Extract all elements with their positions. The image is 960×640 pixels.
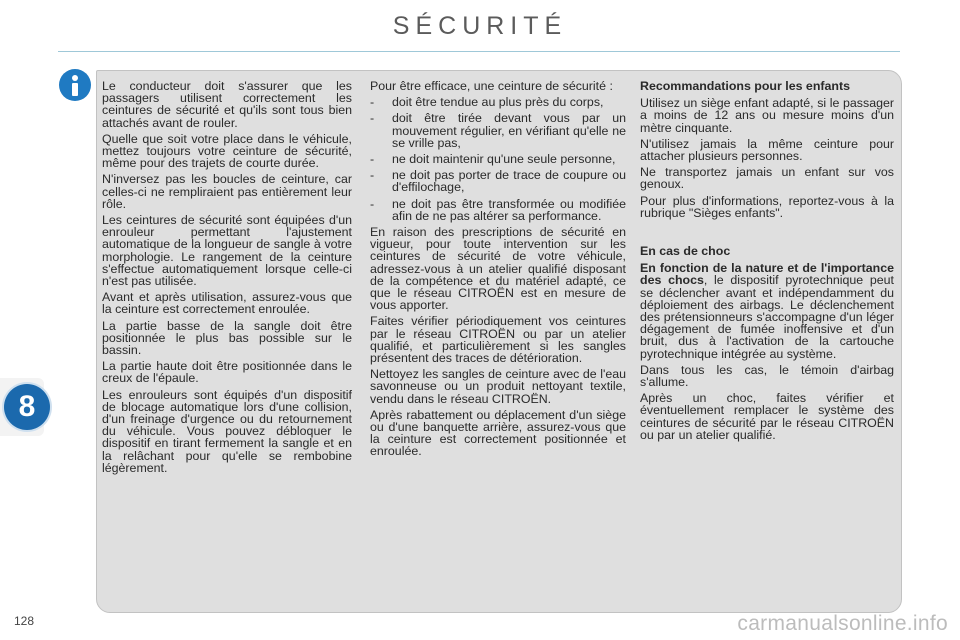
page-number: 128 — [14, 614, 35, 628]
section-heading-children: Recommandations pour les enfants — [640, 79, 850, 93]
paragraph-impact-lead — [640, 262, 894, 360]
paragraph: Les enrouleurs sont équipés d'un dispositif de blocage automatique lors d'une collision, d'un freinage d'urgence ou du retournement du véhicule. Vous pouvez débloquer le dispositif en tirant fermement la sangle et en la relâchant pour qu'elle se rembobine légèrement. — [102, 387, 352, 475]
paragraph: N'inversez pas les boucles de ceinture, car celles-ci ne rempliraient pas entièrement leur rôle. — [102, 172, 352, 211]
dash-marker: - — [370, 196, 375, 211]
paragraph: Après rabattement ou déplacement d'un siège ou d'une banquette arrière, assurez-vous que la ceinture est correctement positionnée et enroulée. — [370, 407, 626, 459]
list-item-text: ne doit maintenir qu'une seule personne, — [392, 152, 616, 167]
paragraph: Après un choc, faites vérifier et éventuellement remplacer le système des ceintures de sécurité par le réseau CITROËN ou par un atelier qualifié. — [640, 391, 894, 442]
section-spacer — [640, 223, 894, 245]
dash-marker: - — [370, 95, 375, 110]
dash-marker: - — [370, 111, 375, 126]
list-item-text: ne doit pas être transformée ou modifiée afin de ne pas altérer sa performance. — [392, 196, 626, 223]
list-item-text: doit être tendue au plus près du corps, — [392, 95, 604, 110]
list-item-text: doit être tirée devant vous par un mouvement régulier, en vérifiant qu'elle ne se vrille pas, — [392, 111, 626, 150]
paragraph: Quelle que soit votre place dans le véhicule, mettez toujours votre ceinture de sécurité, même pour des trajets de courte durée. — [102, 131, 352, 171]
info-icon-stem — [72, 83, 78, 96]
info-icon — [59, 69, 91, 101]
dash-marker: - — [370, 168, 375, 183]
list-item — [370, 112, 626, 149]
paragraph: Avant et après utilisation, assurez-vous que la ceinture est correctement enroulée. — [102, 290, 352, 317]
paragraph: La partie haute doit être positionnée dans le creux de l'épaule. — [102, 359, 352, 386]
paragraph: Pour plus d'informations, reportez-vous à la rubrique "Sièges enfants". — [640, 193, 894, 220]
title-divider — [58, 51, 900, 52]
paragraph: La partie basse de la sangle doit être positionnée le plus bas possible sur le bassin. — [102, 318, 352, 358]
paragraph: Ne transportez jamais un enfant sur vos genoux. — [640, 165, 894, 192]
paragraph: Nettoyez les sangles de ceinture avec de l'eau savonneuse ou un produit nettoyant textile, vendu dans le réseau CITROËN. — [370, 367, 626, 406]
paragraph: Dans tous les cas, le témoin d'airbag s'allume. — [640, 362, 894, 390]
page-title: SÉCURITÉ — [392, 12, 568, 40]
watermark: carmanualsonline.info — [737, 612, 948, 635]
requirements-list — [370, 96, 626, 222]
column-2 — [370, 80, 626, 462]
list-item — [370, 96, 626, 108]
list-item — [370, 198, 626, 222]
column-1 — [102, 80, 352, 478]
paragraph: N'utilisez jamais la même ceinture pour attacher plusieurs personnes. — [640, 136, 894, 164]
paragraph: Les ceintures de sécurité sont équipées d'un enrouleur permettant l'ajustement automatique de la longueur de sangle à votre morphologie. Le rangement de la ceinture s'effectue automatiquement lorsque celle-ci n'est pas utilisée. — [102, 213, 352, 289]
lead-rest: , le dispositif pyrotechnique peut se déclencher avant et indépendamment du déploiement des airbags. Le déclenchement des prétensionneurs s'accompagne d'un léger dégagement de fumée inoffensive et d'un bruit, dus à l'activation de la cartouche pyrotechnique intégrée au système. — [640, 273, 894, 361]
column-3 — [640, 80, 894, 445]
paragraph: Le conducteur doit s'assurer que les passagers utilisent correctement les ceintures de sécurité et qu'ils sont tous bien attachés avant de rouler. — [102, 79, 352, 130]
intro-text: Pour être efficace, une ceinture de sécurité : — [370, 79, 613, 93]
bold-lead: En fonction de la nature et de l'importance des chocs — [640, 261, 894, 288]
list-item-text: ne doit pas porter de trace de coupure ou d'effilochage, — [392, 168, 626, 195]
section-heading-impact: En cas de choc — [640, 244, 731, 259]
paragraph: En raison des prescriptions de sécurité en vigueur, pour toute intervention sur les ceintures de sécurité de votre véhicule, adressez-vous à un atelier qualifié disposant de la compétence et du matériel adapté, ce que le réseau CITROËN est en mesure de vous apporter. — [370, 225, 626, 313]
chapter-badge: 8 — [4, 384, 50, 430]
dash-marker: - — [370, 152, 375, 167]
paragraph: Utilisez un siège enfant adapté, si le passager a moins de 12 ans ou mesure moins d'un mètre cinquante. — [640, 96, 894, 135]
paragraph: Faites vérifier périodiquement vos ceintures par le réseau CITROËN ou par un atelier qualifié, et particulièrement si les sangles présentent des traces de détérioration. — [370, 314, 626, 366]
list-item — [370, 153, 626, 165]
info-icon-dot — [72, 75, 78, 81]
list-item — [370, 169, 626, 193]
